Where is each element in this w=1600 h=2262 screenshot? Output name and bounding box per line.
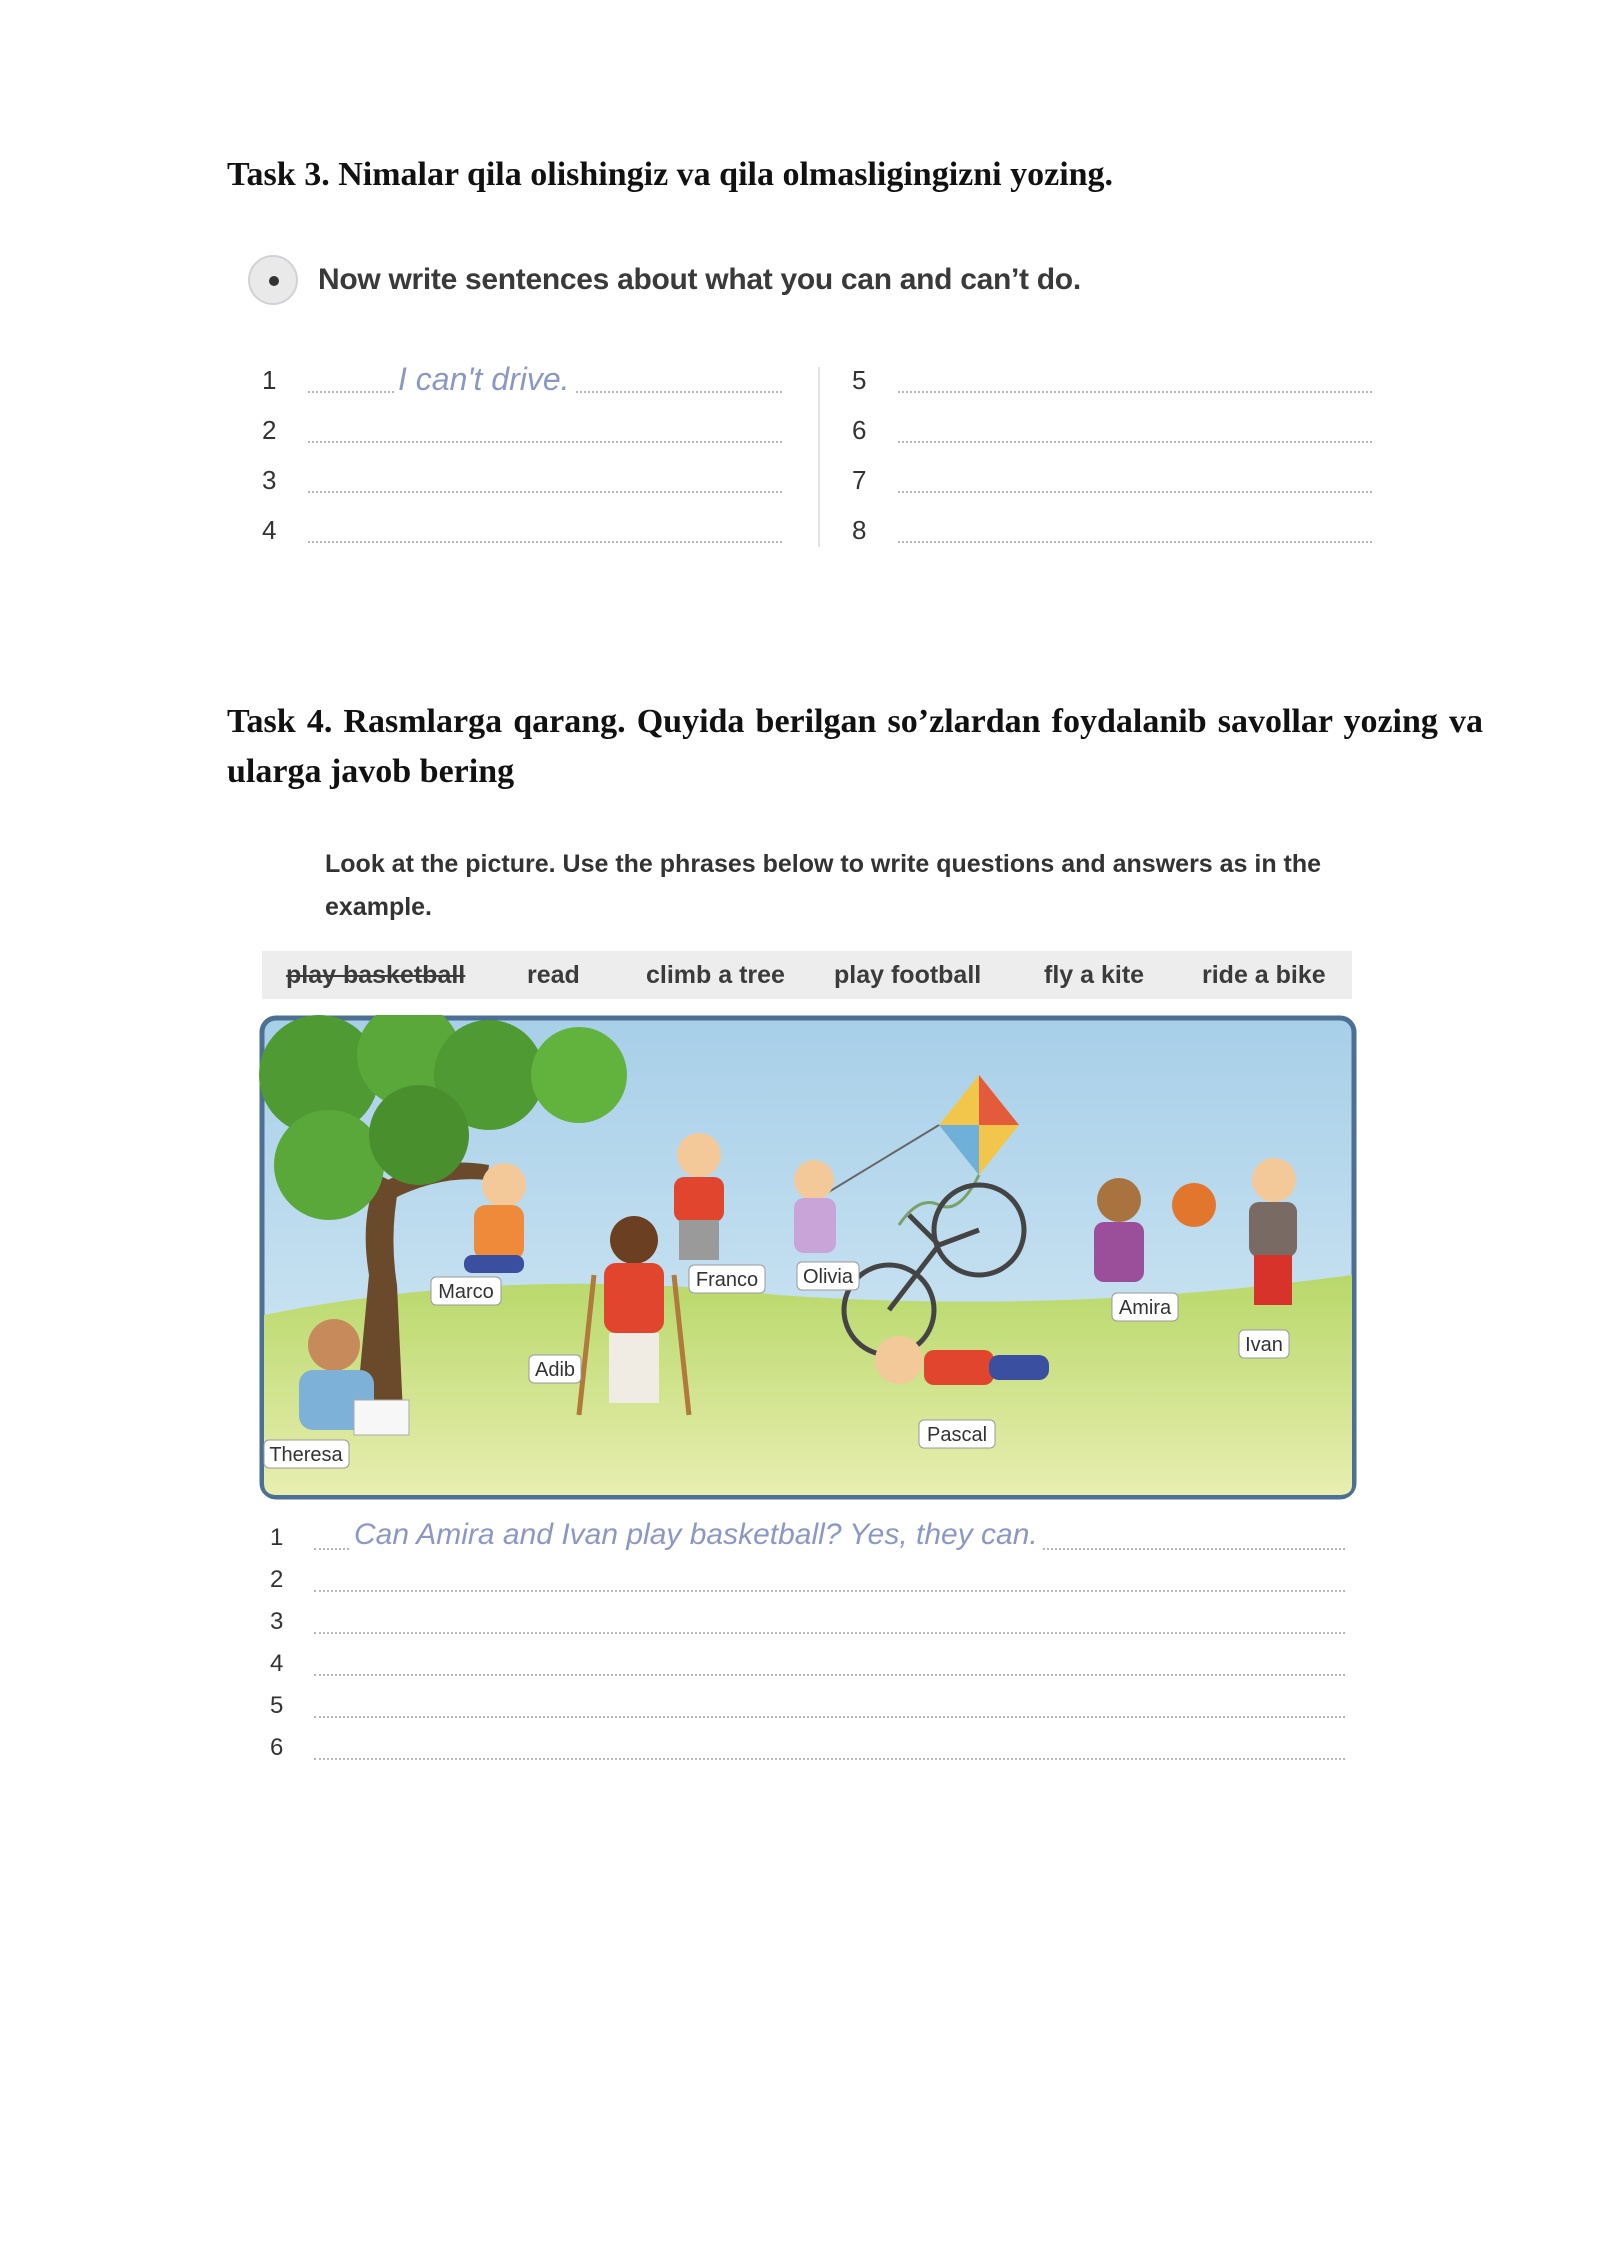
label-adib: Adib bbox=[534, 1359, 576, 1381]
answer-line[interactable] bbox=[270, 1730, 1345, 1772]
line-number: 4 bbox=[270, 1650, 284, 1677]
label-amira: Amira bbox=[1118, 1297, 1172, 1319]
label-ivan: Ivan bbox=[1245, 1334, 1283, 1356]
dotted-line bbox=[308, 441, 782, 443]
answer-line[interactable] bbox=[852, 513, 1372, 563]
line-number: 8 bbox=[852, 515, 867, 545]
task3-title: Task 3. Nimalar qila olishingiz va qila olmasligingizni yozing. bbox=[227, 156, 1114, 193]
dotted-line bbox=[898, 541, 1372, 543]
figure-olivia bbox=[794, 1160, 836, 1253]
dotted-line bbox=[898, 391, 1372, 393]
label-olivia: Olivia bbox=[802, 1266, 854, 1288]
phrase-item: play basketball bbox=[286, 961, 466, 989]
task3-lines-right bbox=[852, 363, 1372, 563]
phrase-item: play football bbox=[834, 961, 982, 989]
dotted-line bbox=[314, 1716, 1345, 1718]
dotted-line bbox=[314, 1758, 1345, 1760]
label-franco: Franco bbox=[695, 1269, 759, 1291]
answer-line[interactable] bbox=[270, 1562, 1345, 1604]
phrase-item: fly a kite bbox=[1044, 961, 1145, 989]
task3-exercise bbox=[240, 245, 1400, 575]
bullet-icon bbox=[248, 255, 298, 305]
line-number: 7 bbox=[852, 465, 867, 495]
dotted-line bbox=[314, 1632, 1345, 1634]
answer-line[interactable] bbox=[270, 1688, 1345, 1730]
line-number: 2 bbox=[270, 1566, 284, 1593]
answer-line[interactable] bbox=[270, 1646, 1345, 1688]
line-number: 5 bbox=[270, 1692, 284, 1719]
phrase-item: ride a bike bbox=[1202, 961, 1326, 989]
dotted-line bbox=[308, 491, 782, 493]
answer-line[interactable] bbox=[262, 513, 782, 563]
task4-instruction: Look at the picture. Use the phrases below to write questions and answers as in the example. bbox=[325, 850, 1322, 921]
figure-ivan bbox=[1249, 1158, 1297, 1305]
label-marco: Marco bbox=[438, 1281, 494, 1303]
answer-line[interactable] bbox=[262, 463, 782, 513]
answer-line[interactable] bbox=[262, 413, 782, 463]
label-pascal: Pascal bbox=[926, 1424, 988, 1446]
phrase-item: climb a tree bbox=[646, 961, 785, 989]
phrase-bar bbox=[262, 951, 1352, 999]
dotted-line bbox=[314, 1674, 1345, 1676]
line-number: 4 bbox=[262, 515, 277, 545]
answer-line[interactable] bbox=[270, 1520, 1345, 1562]
line-number: 6 bbox=[852, 415, 867, 445]
line-number: 2 bbox=[262, 415, 277, 445]
answer-line[interactable] bbox=[852, 413, 1372, 463]
dotted-line bbox=[314, 1590, 1345, 1592]
answer-line[interactable] bbox=[270, 1604, 1345, 1646]
answer-line[interactable] bbox=[852, 363, 1372, 413]
task3-instruction: Now write sentences about what you can and can’t do. bbox=[318, 263, 1081, 296]
answer-line[interactable] bbox=[262, 363, 782, 413]
line-number: 3 bbox=[262, 465, 277, 495]
line-number: 3 bbox=[270, 1608, 284, 1635]
line-number: 6 bbox=[270, 1734, 284, 1761]
phrase-item: read bbox=[527, 961, 580, 989]
column-divider bbox=[818, 367, 820, 547]
dotted-line bbox=[898, 441, 1372, 443]
park-illustration bbox=[259, 1015, 1357, 1500]
figure-franco bbox=[674, 1133, 724, 1260]
line-number: 5 bbox=[852, 365, 867, 395]
task4-lines bbox=[270, 1520, 1345, 1772]
answer-line[interactable] bbox=[852, 463, 1372, 513]
task4-title: Task 4. Rasmlarga qarang. Quyida berilgan so’zlardan foydalanib savollar yozing va ularga javob bering bbox=[227, 703, 1483, 790]
task3-lines-left bbox=[262, 363, 782, 563]
dotted-line bbox=[308, 541, 782, 543]
example-answer: I can't drive. bbox=[394, 361, 574, 398]
dotted-line bbox=[898, 491, 1372, 493]
label-theresa: Theresa bbox=[269, 1444, 343, 1466]
line-number: 1 bbox=[262, 365, 277, 395]
example-answer: Can Amira and Ivan play basketball? Yes, they can. bbox=[350, 1518, 1042, 1552]
line-number: 1 bbox=[270, 1524, 284, 1551]
